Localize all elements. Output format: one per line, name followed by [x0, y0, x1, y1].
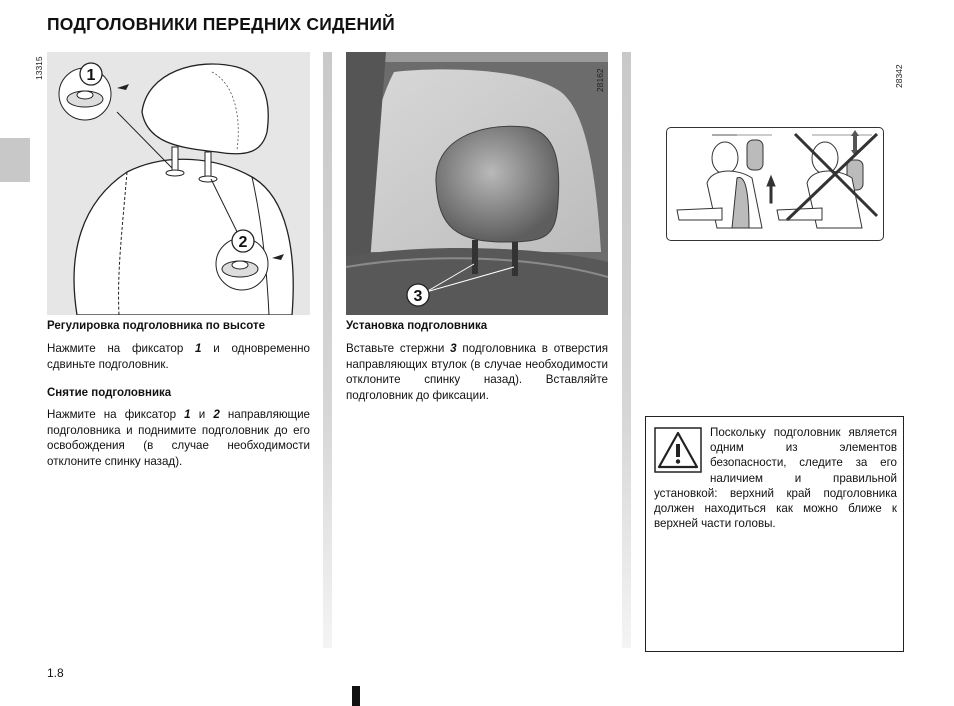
text: и одновременно сдвиньте подголовник.: [47, 342, 310, 371]
ref-number: 1: [195, 342, 202, 355]
figure-headrest-position: [666, 127, 884, 241]
ref-number: 1: [184, 408, 191, 421]
ref-number: 2: [213, 408, 220, 421]
figure-code: 28162: [595, 68, 605, 92]
paragraph-installation: [346, 341, 608, 403]
callout-3: 3: [413, 288, 423, 305]
page-title: ПОДГОЛОВНИКИ ПЕРЕДНИХ СИДЕНИЙ: [47, 14, 395, 34]
heading-installation: Установка подголовника: [346, 320, 488, 332]
warning-icon: [654, 427, 702, 473]
text: Нажмите на фиксатор: [47, 408, 185, 421]
section-tab: [0, 138, 30, 182]
headrest-install-photo: [346, 52, 608, 315]
figure-code: 13315: [34, 56, 44, 80]
paragraph-height-adjust: [47, 341, 310, 372]
column-divider: [622, 52, 631, 648]
figure-headrest-adjust: [47, 52, 310, 315]
correct-incorrect-position-diagram: [667, 128, 883, 240]
column-divider: [323, 52, 332, 648]
text: направляющие подголовника и поднимите подголовник до его освобождения (в случае необходимости отклоните спинку назад).: [47, 408, 311, 468]
figure-headrest-install: [346, 52, 608, 315]
paragraph-removal: [47, 407, 310, 469]
page-mark: [352, 686, 360, 706]
text: подголовника в отверстия направляющих втулок (в случае необходимости отклоните спинку назад). Вставляйте подголовник до фиксации.: [346, 342, 609, 402]
ref-number: 3: [450, 342, 457, 355]
warning-text: Поскольку подголовник является одним из элементов безопасности, следите за его наличием и правильной установкой: верхний край подголовника должен находиться как можно ближе к верхней части головы.: [654, 426, 897, 531]
headrest-seat-illustration: [47, 52, 310, 315]
heading-removal: Снятие подголовника: [47, 387, 172, 399]
callout-2: 2: [238, 234, 248, 251]
text: и: [190, 408, 214, 421]
heading-height-adjust: Регулировка подголовника по высоте: [47, 320, 265, 332]
page-number: 1.8: [47, 666, 64, 680]
text: Нажмите на фиксатор: [47, 342, 196, 355]
warning-box: [645, 416, 904, 652]
text: Вставьте стержни: [346, 342, 451, 355]
callout-1: 1: [86, 67, 96, 84]
figure-code: 28342: [894, 64, 904, 88]
